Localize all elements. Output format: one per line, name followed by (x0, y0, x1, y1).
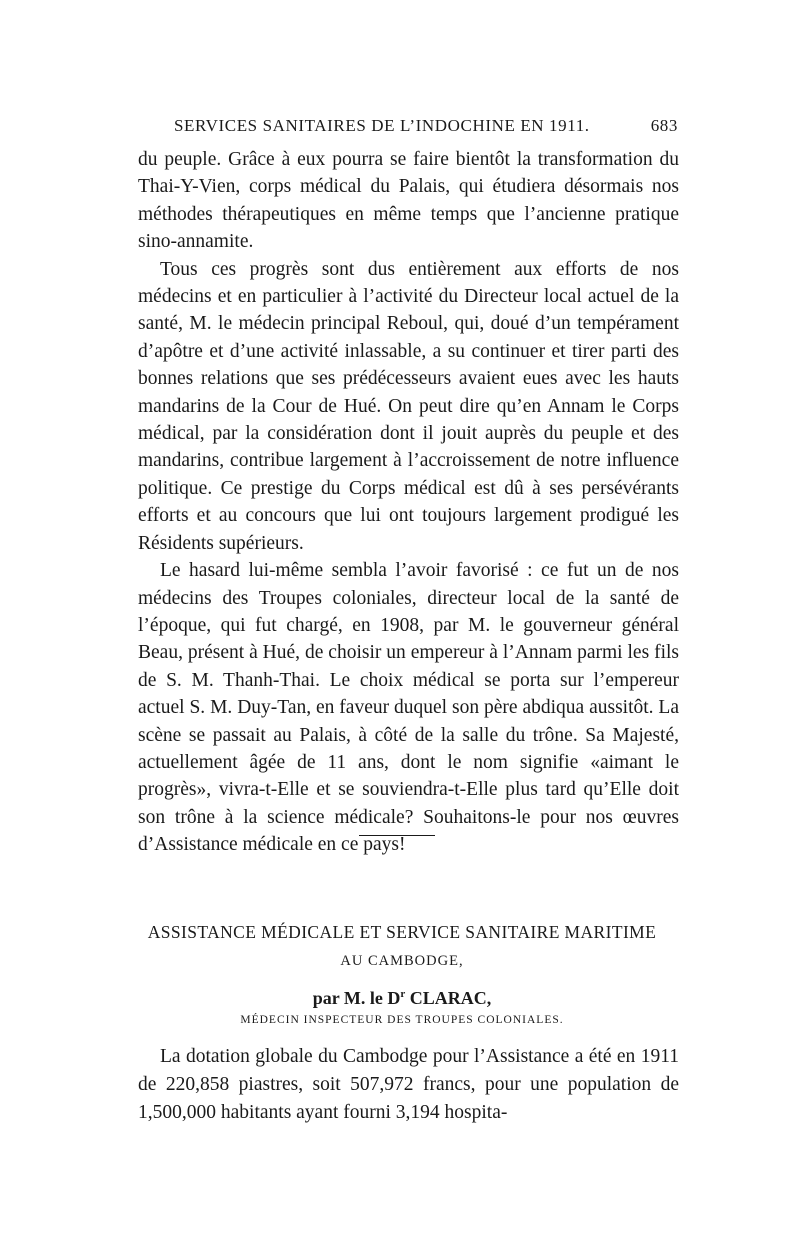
paragraph-emperor: Le hasard lui-même sembla l’avoir favorisé : ce fut un de nos médecins des Troupes coloniales, directeur local de la santé de l’époque, qui fut chargé, en 1908, par M. le gouverneur général Beau, présent à Hué, de choisir un empereur à l’Annam parmi les fils de S. M. Thanh-Thai. Le choix médical se porta sur l’empereur actuel S. M. Duy-Tan, en faveur duquel son père abdiqua aussitôt. La scène se passait au Palais, à côté de la salle du trône. Sa Majesté, actuellement âgée de 11 ans, dont le nom signifie «aimant le progrès», vivra-t-Elle et se souviendra-t-Elle plus tard qu’Elle doit son trône à la science médicale? Souhaitons-le pour nos œuvres d’Assistance médicale en ce pays! (138, 560, 679, 856)
page-number: 683 (650, 116, 678, 135)
author-affiliation: MÉDECIN INSPECTEUR DES TROUPES COLONIALES. (240, 1014, 564, 1026)
section-body (138, 1043, 679, 1127)
author-name: CLARAC, (405, 988, 492, 1008)
section-subtitle: AU CAMBODGE, (340, 953, 464, 969)
body-text (138, 146, 679, 859)
paragraph-continued: du peuple. Grâce à eux pourra se faire bientôt la transformation du Thai-Y-Vien, corps médical du Palais, qui étudiera désormais nos méthodes thérapeutiques en même temps que l’ancienne pratique sino-annamite. (138, 149, 679, 253)
section-title: ASSISTANCE MÉDICALE ET SERVICE SANITAIRE MARITIME (147, 922, 657, 942)
section-divider (359, 835, 435, 836)
running-title: SERVICES SANITAIRES DE L’INDOCHINE EN 1911. (174, 116, 590, 135)
running-head (138, 116, 678, 140)
author-prefix: par M. le D (312, 988, 401, 1008)
author-line (124, 988, 680, 1009)
paragraph-progress: Tous ces progrès sont dus entièrement aux efforts de nos médecins et en particulier à l’activité du Directeur local actuel de la santé, M. le médecin principal Reboul, qui, doué d’un tempérament d’apôtre et d’une activité inlassable, a su continuer et tirer parti des bonnes relations que ses prédécesseurs avaient eues avec les hauts mandarins de la Cour de Hué. On peut dire qu’en Annam le Corps médical, par la considération dont il jouit auprès du peuple et des mandarins, contribue largement à l’accroissement de notre influence politique. Ce prestige du Corps médical est dû à ses persévérants efforts et au concours que lui ont toujours largement prodigué les Résidents supérieurs. (138, 258, 679, 554)
author-title-sup: r (400, 988, 406, 1000)
paragraph-dotation: La dotation globale du Cambodge pour l’Assistance a été en 1911 de 220,858 piastres, soit 507,972 francs, pour une population de 1,500,000 habitants ayant fourni 3,194 hospita- (138, 1046, 679, 1123)
